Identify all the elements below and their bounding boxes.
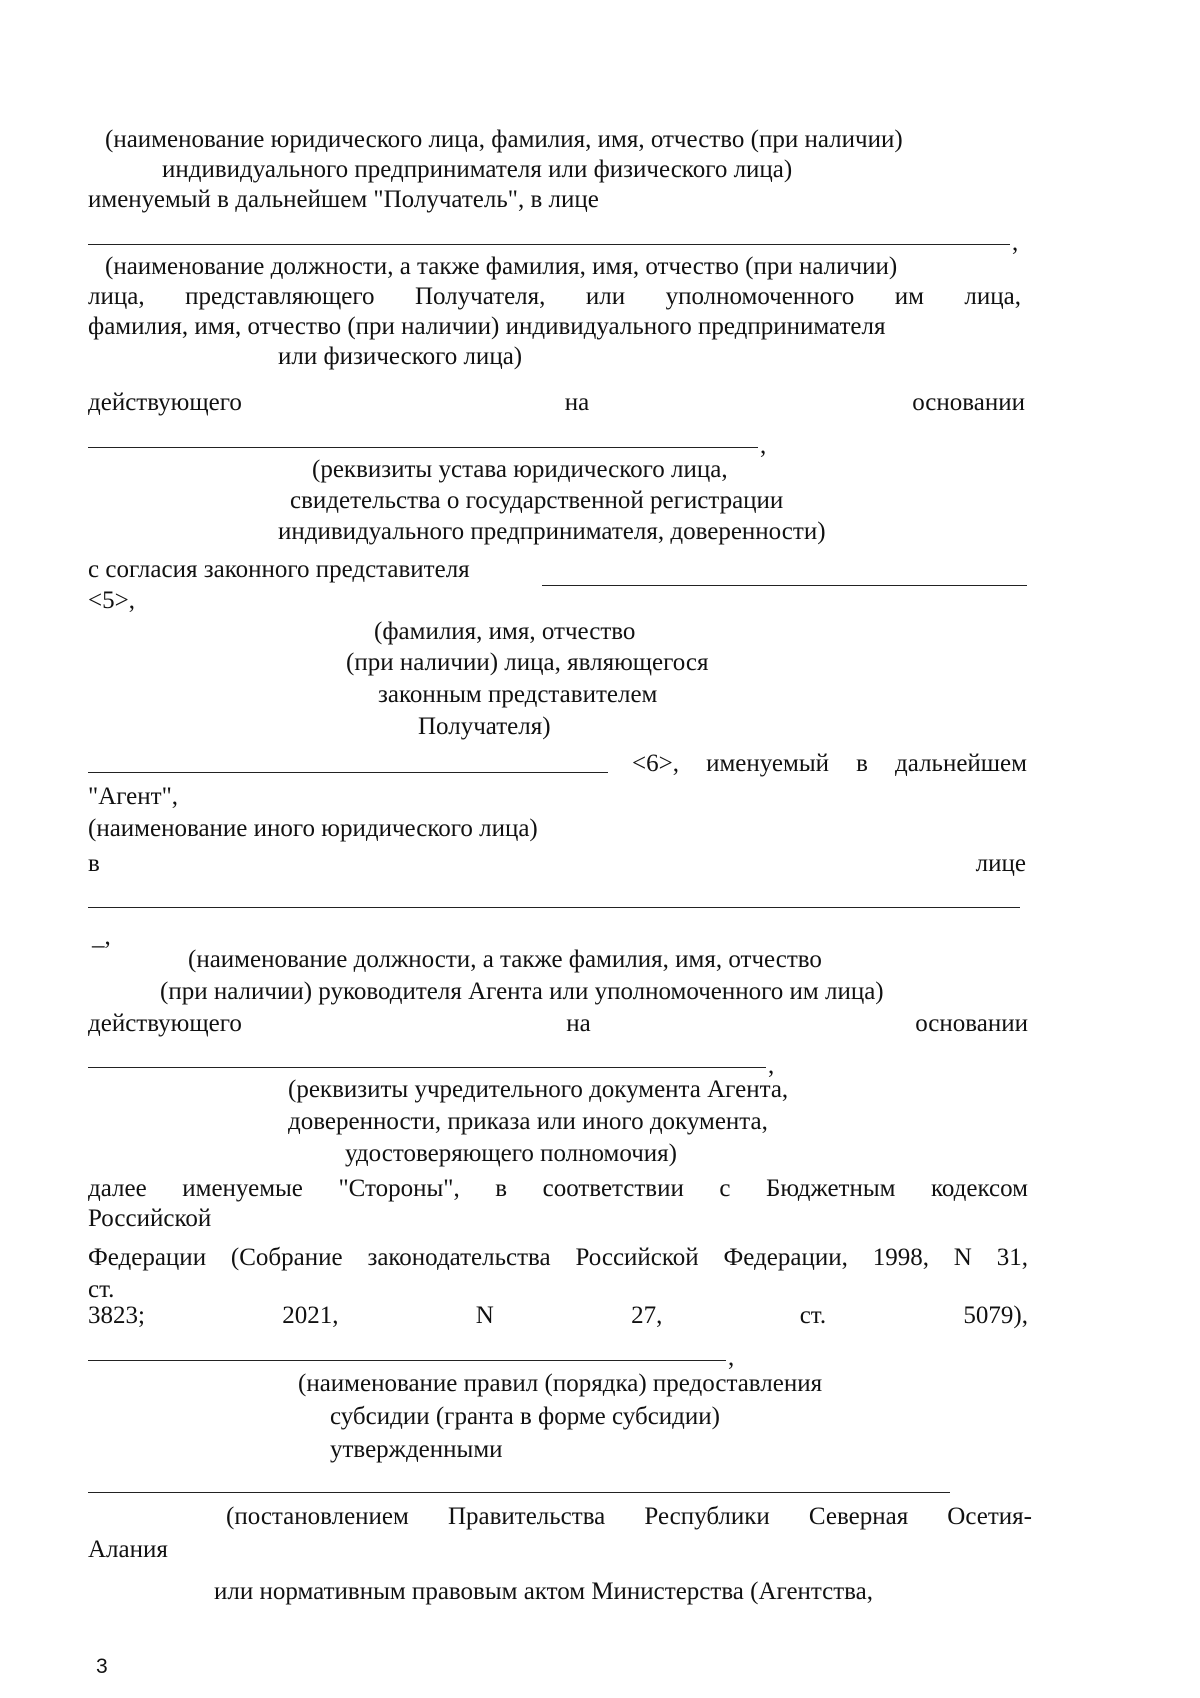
justified-line xyxy=(88,1009,1028,1039)
word: лица, xyxy=(964,283,1021,310)
word: на xyxy=(566,1010,591,1037)
note-entrepreneur: индивидуального предпринимателя или физического лица) xyxy=(162,156,793,183)
word: лица, xyxy=(88,283,145,310)
word: с xyxy=(719,1175,731,1202)
word: 27, xyxy=(631,1302,663,1329)
blank-line xyxy=(88,1492,950,1493)
word: Республики xyxy=(644,1503,770,1530)
blank-line xyxy=(88,1360,726,1361)
comma: , xyxy=(760,432,767,459)
note-ministry-act: или нормативным правовым актом Министерства (Агентства, xyxy=(214,1578,873,1605)
word: (Собрание xyxy=(230,1244,343,1271)
justified-line xyxy=(226,1502,1032,1532)
note-powers: удостоверяющего полномочия) xyxy=(345,1140,677,1167)
justified-line xyxy=(88,282,1021,312)
word: N xyxy=(475,1302,494,1329)
blank-line xyxy=(88,244,1010,245)
justified-line xyxy=(632,749,1027,779)
word: лице xyxy=(975,850,1026,877)
word: ст. xyxy=(799,1302,827,1329)
word: 5079), xyxy=(963,1302,1028,1329)
footnote-5: <5>, xyxy=(88,587,135,614)
note-charter: (реквизиты устава юридического лица, xyxy=(312,456,728,483)
note-legal-entity-name: (наименование юридического лица, фамилия, имя, отчество (при наличии) xyxy=(105,126,903,153)
word: действующего xyxy=(88,389,242,416)
word: основании xyxy=(912,389,1025,416)
justified-line xyxy=(88,1174,1028,1204)
blank-line xyxy=(88,1067,766,1068)
word: в xyxy=(856,750,868,777)
note-person: (при наличии) лица, являющегося xyxy=(346,649,709,676)
word: соответствии xyxy=(542,1175,684,1202)
word: далее xyxy=(88,1175,147,1202)
word: 2021, xyxy=(282,1302,339,1329)
word: дальнейшем xyxy=(895,750,1027,777)
word: или xyxy=(585,283,626,310)
comma: , xyxy=(728,1344,735,1371)
text-approved: утвержденными xyxy=(330,1436,503,1463)
word: основании xyxy=(915,1010,1028,1037)
text-recipient-intro: именуемый в дальнейшем "Получатель", в лице xyxy=(88,186,599,213)
word: кодексом xyxy=(931,1175,1028,1202)
word: 3823; xyxy=(88,1302,145,1329)
note-power-of-attorney: индивидуального предпринимателя, доверенности) xyxy=(278,518,826,545)
blank-line xyxy=(542,585,1027,586)
word: действующего xyxy=(88,1010,242,1037)
word: 31, xyxy=(996,1244,1028,1271)
note-other-legal-entity: (наименование иного юридического лица) xyxy=(88,815,538,842)
note-agent-founding-doc: (реквизиты учредительного документа Агента, xyxy=(288,1076,789,1103)
justified-line xyxy=(88,388,1025,418)
word: Правительства xyxy=(447,1503,606,1530)
word: Федерации, xyxy=(723,1244,848,1271)
word: Северная xyxy=(808,1503,909,1530)
note-fio: (фамилия, имя, отчество xyxy=(374,618,636,645)
word: Российской xyxy=(575,1244,699,1271)
word: именуемый xyxy=(706,750,829,777)
note-fio-entrepreneur: фамилия, имя, отчество (при наличии) индивидуального предпринимателя xyxy=(88,313,886,340)
word: на xyxy=(564,389,590,416)
word: в xyxy=(495,1175,508,1202)
note-order: доверенности, приказа или иного документа, xyxy=(288,1108,768,1135)
word: Бюджетным xyxy=(766,1175,896,1202)
note-position-name: (наименование должности, а также фамилия, имя, отчество (при наличии) xyxy=(105,253,898,280)
text-consent: с согласия законного представителя xyxy=(88,556,470,583)
text-russian: Российской xyxy=(88,1205,212,1232)
note-agent-head: (наименование должности, а также фамилия, имя, отчество xyxy=(188,946,822,973)
word: Получателя, xyxy=(414,283,546,310)
comma: , xyxy=(768,1052,775,1079)
page-number: 3 xyxy=(96,1655,108,1678)
justified-line xyxy=(88,1301,1028,1331)
word: "Стороны", xyxy=(338,1175,460,1202)
text-alania: Алания xyxy=(88,1536,168,1563)
note-subsidy: субсидии (гранта в форме субсидии) xyxy=(330,1403,720,1430)
underscore-comma: _, xyxy=(92,923,111,950)
word: Федерации xyxy=(88,1244,207,1271)
word: N xyxy=(953,1244,972,1271)
word: именуемые xyxy=(182,1175,303,1202)
blank-line xyxy=(88,907,1020,908)
word: 1998, xyxy=(872,1244,929,1271)
blank-line xyxy=(88,447,758,448)
justified-line xyxy=(88,849,1026,879)
text-article: ст. xyxy=(88,1276,115,1303)
word: Осетия- xyxy=(947,1503,1032,1530)
word: уполномоченного xyxy=(665,283,855,310)
justified-line xyxy=(88,1243,1028,1273)
note-physical-person: или физического лица) xyxy=(278,343,523,370)
note-legal-rep: законным представителем xyxy=(378,681,658,708)
note-registration: свидетельства о государственной регистрации xyxy=(290,487,784,514)
word: законодательства xyxy=(367,1244,551,1271)
text-agent: "Агент", xyxy=(88,783,179,810)
comma: , xyxy=(1012,229,1019,256)
blank-line xyxy=(88,772,608,773)
word: им xyxy=(894,283,924,310)
note-recipient: Получателя) xyxy=(418,713,551,740)
note-rules: (наименование правил (порядка) предоставления xyxy=(298,1370,823,1397)
word: в xyxy=(88,850,100,877)
word: представляющего xyxy=(185,283,375,310)
note-agent-authorized: (при наличии) руководителя Агента или уполномоченного им лица) xyxy=(160,978,884,1005)
word: <6>, xyxy=(632,750,679,777)
word: (постановлением xyxy=(226,1503,409,1530)
